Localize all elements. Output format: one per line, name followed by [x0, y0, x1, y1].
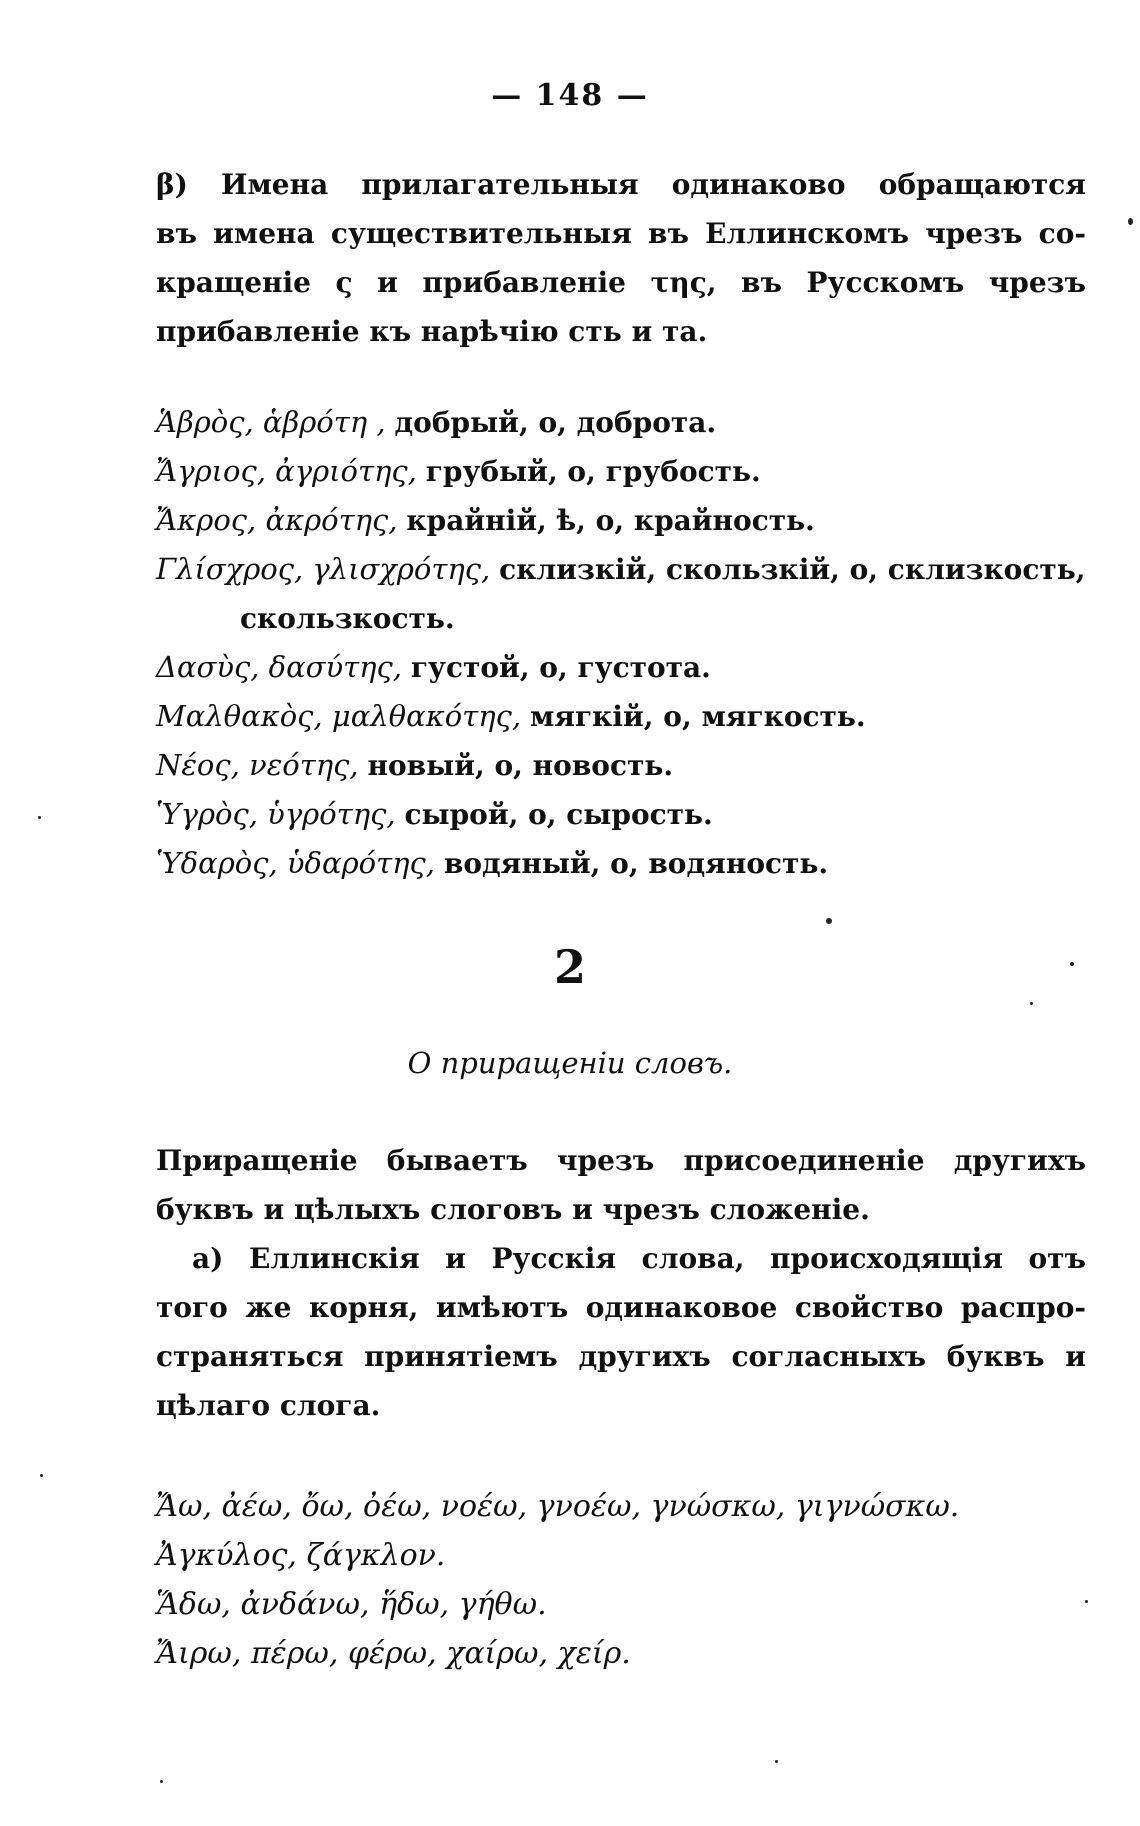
paragraph-line: въ имена существительныя въ Еллинскомъ чрезъ со- — [156, 217, 1086, 250]
scan-speck — [38, 816, 41, 819]
greek-words: Δασὺς, δασύτης, — [156, 650, 402, 684]
greek-words: Ὑδαρὸς, ὑδαρότης, — [156, 846, 435, 880]
example-line-continuation — [156, 594, 1086, 643]
russian-words: новый, о, новость. — [367, 749, 674, 782]
russian-words: скользкость. — [240, 602, 455, 635]
example-line — [156, 447, 1086, 496]
paragraph-line: β) Имена прилагательныя одинаково обращаются — [156, 168, 1086, 201]
paragraph-line: а) Еллинскія и Русскія слова, происходящія отъ — [192, 1242, 1086, 1275]
example-line — [156, 839, 1086, 888]
paragraph-beta — [156, 160, 1086, 356]
russian-words: крайній, ѣ, о, крайность. — [406, 504, 815, 537]
example-line — [156, 545, 1086, 594]
example-line — [156, 643, 1086, 692]
russian-words: мягкій, о, мягкость. — [529, 700, 866, 733]
russian-words: склизкій, скользкій, о, склизкость, — [499, 553, 1086, 586]
scan-speck — [1030, 1002, 1033, 1005]
greek-example-line: Ἄιρω, πέρω, φέρω, χαίρω, χείρ. — [156, 1636, 631, 1671]
paragraph-line: страняться принятіемъ другихъ согласныхъ буквъ и — [156, 1340, 1086, 1373]
paragraph-line: прибавленіе къ нарѣчію сть и та. — [156, 315, 708, 348]
examples-beta — [156, 398, 1086, 888]
scan-speck — [826, 918, 832, 924]
russian-words: густой, о, густота. — [410, 651, 711, 684]
section-title: О приращеніи словъ. — [407, 1046, 733, 1080]
paragraph-line: цѣлаго слога. — [156, 1389, 381, 1422]
greek-words: Ἁβρὸς, ἁβρότη , — [156, 405, 386, 439]
paragraph-a — [156, 1234, 1086, 1430]
example-line — [156, 692, 1086, 741]
section-number: 2 — [553, 940, 586, 994]
paragraph-line: того же корня, имѣютъ одинаковое свойство распро- — [156, 1291, 1086, 1324]
greek-words: Ἄγριος, ἀγριότης, — [156, 454, 417, 488]
greek-words: Νέος, νεότης, — [156, 748, 359, 782]
russian-words: добрый, о, доброта. — [394, 406, 717, 439]
scan-speck — [1070, 962, 1074, 966]
example-line — [156, 398, 1086, 447]
scan-speck — [1085, 1600, 1088, 1603]
paragraph-line: кращеніе ς и прибавленіе της, въ Русскомъ чрезъ — [156, 266, 1086, 299]
russian-words: сырой, о, сырость. — [404, 798, 713, 831]
example-line — [156, 496, 1086, 545]
scan-speck — [160, 1780, 163, 1783]
russian-words: грубый, о, грубость. — [425, 455, 761, 488]
greek-example-line: Ἄω, ἀέω, ὄω, ὀέω, νοέω, γνοέω, γνώσκω, γιγνώσκω. — [156, 1489, 960, 1524]
greek-example-line: Ἀγκύλος, ζάγκλον. — [156, 1538, 446, 1573]
greek-words: Μαλθακὸς, μαλθακότης, — [156, 699, 522, 733]
russian-words: водяный, о, водяность. — [443, 847, 829, 880]
paragraph-intro — [156, 1136, 1086, 1234]
greek-words: Ὑγρὸς, ὑγρότης, — [156, 797, 396, 831]
greek-example-line: Ἅδω, ἀνδάνω, ἥδω, γήθω. — [156, 1587, 547, 1622]
examples-a — [156, 1482, 1086, 1678]
example-line — [156, 741, 1086, 790]
paragraph-line: Приращеніе бываетъ чрезъ присоединеніе другихъ — [156, 1144, 1086, 1177]
scan-speck — [40, 1474, 43, 1477]
page-number: — 148 — — [491, 78, 649, 113]
greek-words: Γλίσχρος, γλισχρότης, — [156, 552, 491, 586]
paragraph-line: буквъ и цѣлыхъ слоговъ и чрезъ сложеніе. — [156, 1193, 870, 1226]
scan-speck — [1128, 218, 1133, 225]
scan-speck — [775, 1760, 778, 1763]
example-line — [156, 790, 1086, 839]
greek-words: Ἄκρος, ἀκρότης, — [156, 503, 398, 537]
